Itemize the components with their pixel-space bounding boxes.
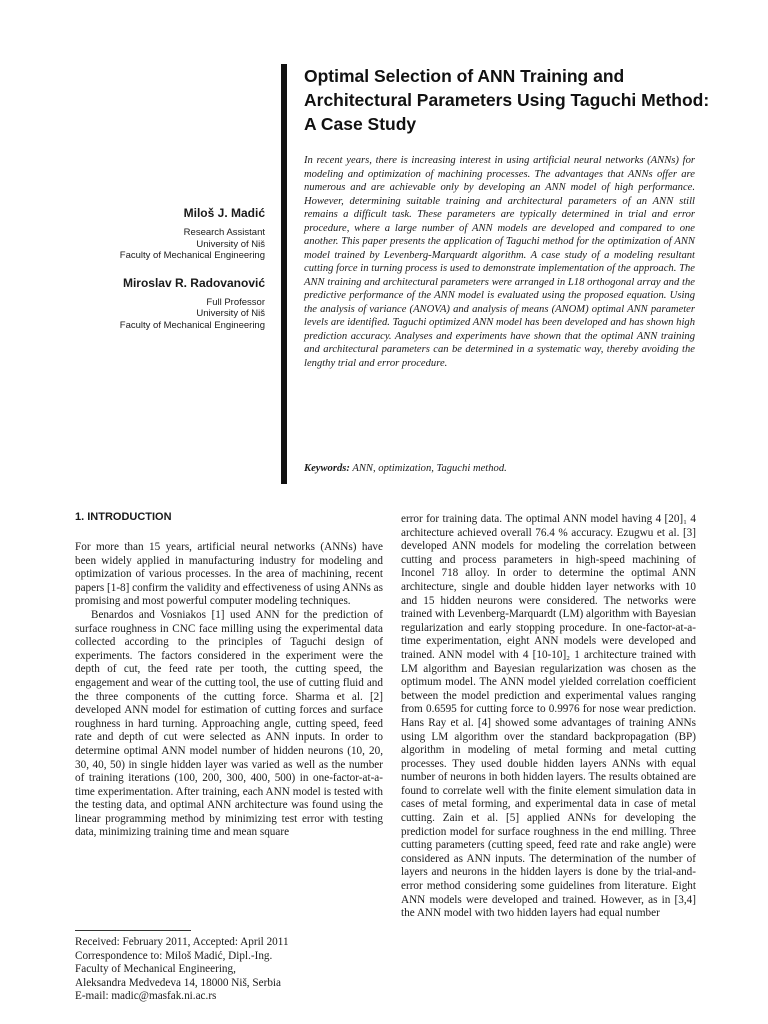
keywords xyxy=(304,462,695,476)
author-name: Miroslav R. Radovanović xyxy=(122,275,265,290)
footnote-email: E-mail: madic@masfak.ni.ac.rs xyxy=(75,990,217,1003)
section-heading: 1. INTRODUCTION xyxy=(75,511,172,523)
footnote-address: Aleksandra Medvedeva 14, 18000 Niš, Serbia xyxy=(75,976,281,989)
author-faculty: Faculty of Mechanical Engineering xyxy=(119,319,265,331)
left-column xyxy=(75,541,383,840)
author-role: Full Professor xyxy=(206,296,265,308)
author-1 xyxy=(60,206,265,262)
paragraph: Benardos and Vosniakos [1] used ANN for the prediction of surface roughness in CNC face milling using the experimental data collected according to the principles of Taguchi design of experiments. The factors considered in the experiment were the depth of cut, the feed rate per tooth, the cutting speed, the engagement and wear of the cutting tool, the use of cutting fluid and the three components of the cutting force. Sharma et al. [2] developed ANN model for estimation of cutting forces and surface roughness in hard turning. Approaching angle, cutting speed, feed rate and depth of cut were selected as ANN inputs. In order to determine optimal ANN model number of hidden neurons (10, 20, 30, 40, 50) in single hidden layer was varied as well as the number of training iterations (100, 200, 300, 400, 500) in one-factor-at-a-time experimentation. After training, each ANN model is tested with the testing data, and optimal ANN architecture was found using the linear programming method by minimizing test error with testing data, minimizing training time and mean square xyxy=(75,608,383,839)
paragraph: For more than 15 years, artificial neural networks (ANNs) have been widely applied in manufacturing industry for modeling and optimization of various processes. In the area of machining, recent papers [1-8] confirm the validity and effectiveness of using ANNs as promising and most powerful computer modeling techniques. xyxy=(75,541,383,608)
abstract: In recent years, there is increasing interest in using artificial neural networks (ANNs) for modeling and optimization of machining processes. The advantages that ANNs offer are numerous and are achievable only by developing an ANN model of high performance. However, determining suitable training and architectural parameters of an ANN still remains a difficult task. These parameters are typically determined in trial and error procedure, where a large number of ANN models are developed and compared to one another. This paper presents the application of Taguchi method for the optimization of ANN model trained by Levenberg-Marquardt algorithm. A case study of a modeling resultant cutting force in turning process is used to demonstrate implementation of the approach. The ANN training and architectural parameters were arranged in L18 orthogonal array and the predictive performance of the ANN model is evaluated using the proposed equation. Using the analysis of variance (ANOVA) and analysis of means (ANOM) optimal ANN parameter levels are identified. Taguchi optimized ANN model has been developed and has shown high prediction accuracy. Analyses and experiments have shown that the optimal ANN training and architectural parameters can be determined in a systematic way, thereby avoiding the lengthy trial and error procedure. xyxy=(304,155,695,369)
author-university: University of Niš xyxy=(196,238,265,250)
footnote-correspondence: Correspondence to: Miloš Madić, Dipl.-Ing. xyxy=(75,949,273,962)
author-role: Research Assistant xyxy=(183,227,265,238)
title-accent-bar xyxy=(281,64,287,484)
right-column xyxy=(401,513,696,921)
author-faculty: Faculty of Mechanical Engineering xyxy=(119,250,265,261)
keywords-text: ANN, optimization, Taguchi method. xyxy=(352,463,507,474)
footnote-faculty: Faculty of Mechanical Engineering, xyxy=(75,963,236,976)
author-university: University of Niš xyxy=(196,308,265,319)
footnote-rule xyxy=(75,930,191,931)
keywords-label: Keywords: xyxy=(304,463,350,474)
footnote-received: Received: February 2011, Accepted: April 2011 xyxy=(75,936,289,948)
paragraph: error for training data. The optimal ANN model having 4 [20]₁ 4 architecture achieved overall 76.4 % accuracy. Ezugwu et al. [3] developed ANN models for modeling the correlation between cutting and process parameters in high-speed machining of Inconel 718 alloy. In order to determine the optimal ANN architecture, single and double hidden layer networks with 10 and 15 hidden neurons were considered. The networks were trained with Levenberg-Marquardt (LM) algorithm with Bayesian regularization and early stopping procedure. In one-factor-at-a-time experimentation, eight ANN models were developed and trained. ANN model with 4 [10-10]₂ 1 architecture trained with LM algorithm and Bayesian regularization was chosen as the optimum model. The ANN model yielded correlation coefficient between the model prediction and experimental values ranging from 0.6595 for cutting force to 0.9976 for nose wear prediction. Hans Ray et al. [4] showed some advantages of training ANNs using LM algorithm over the standard backpropagation (BP) algorithm in modeling of metal forming and metal cutting processes. They used double hidden layers ANNs with equal number of neurons in both hidden layers. The results obtained are found to correlate well with the finite element simulation data in cases of metal forming, and experimental data in case of metal cutting. Zain et al. [5] applied ANNs for developing the prediction model for surface roughness in the end milling. Three cutting parameters (cutting speed, feed rate and rake angle) were considered as ANN inputs. The determination of the number of layers and neurons in the hidden layers is done by the trial-and-error method considering some guidelines from literature. Eight ANN models were developed and trained. However, as in [3,4] the ANN model with two hidden layers had equal number xyxy=(401,513,696,920)
author-name: Miloš J. Madić xyxy=(183,206,265,220)
paper-title: Optimal Selection of ANN Training and Architectural Parameters Using Taguchi Method: A Case Study xyxy=(304,66,710,134)
footnote xyxy=(75,936,383,1004)
author-2 xyxy=(60,276,265,332)
author-list xyxy=(60,206,265,345)
